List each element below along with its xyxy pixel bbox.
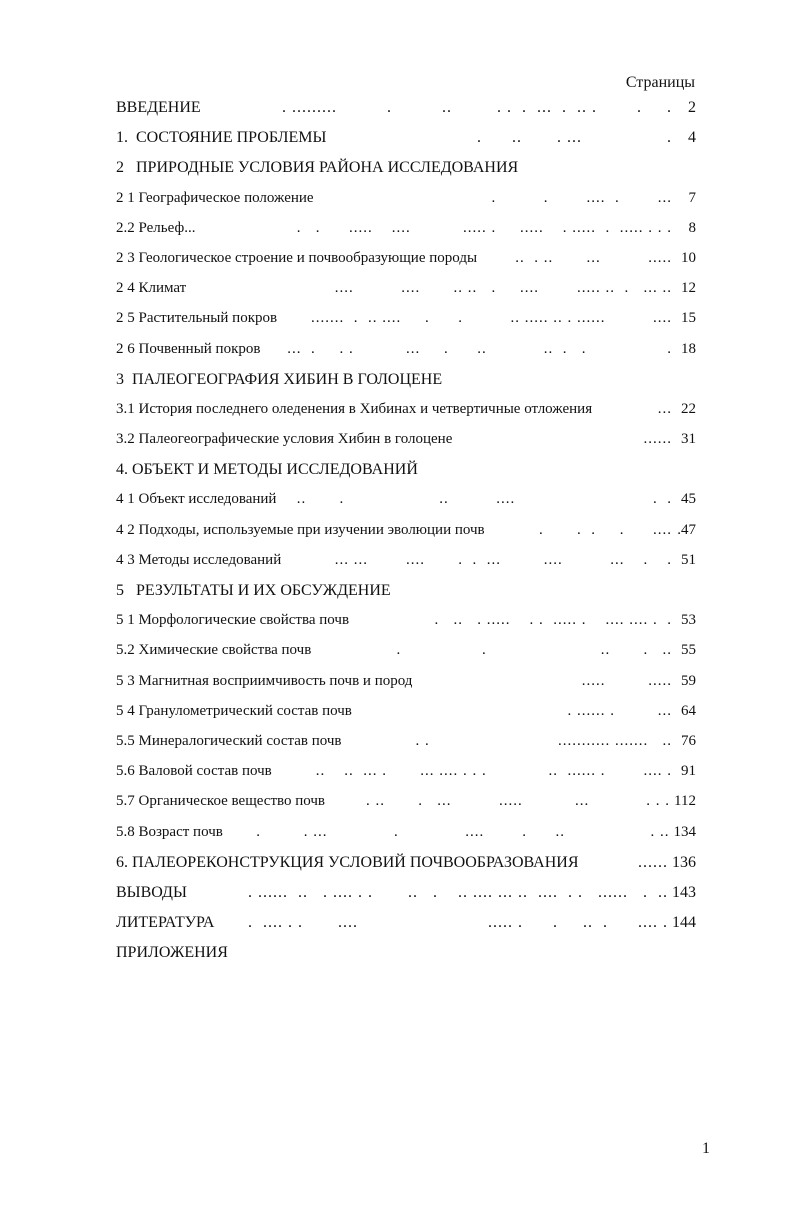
toc-leader-dots: . .. . ... ..... ... . . . [366,793,671,810]
toc-page-number: 143 [672,883,696,901]
toc-leader-dots: ..... ..... [581,672,672,689]
toc-leader-dots: . .. . ..... . . ..... . .... .... . . [434,612,672,629]
toc-leader-dots: .. . .. .... . . [296,491,672,508]
toc-entry [116,612,696,642]
toc-leader-dots: . . ... . .... . .. . .. [256,823,670,840]
toc-section-heading [116,461,696,491]
toc-entry [116,552,696,582]
toc-entry-title: 2 4 Климат [116,280,187,297]
toc-page-number: 55 [681,642,696,659]
toc-page-number: 10 [681,249,696,266]
toc-page-number: .47 [677,521,696,538]
toc-entry [116,431,696,461]
toc-entry-title: 5.8 Возраст почв [116,823,223,840]
toc-section-heading [116,944,696,974]
toc-entry [116,642,696,672]
toc-leader-dots: ... [657,400,672,417]
toc-leader-dots: . ......... . .. . . . ... . .. . . . [282,99,672,116]
toc-page-number: 53 [681,612,696,629]
toc-section-heading [116,99,696,129]
toc-page-number: 7 [688,189,696,206]
toc-entry [116,824,696,854]
toc-leader-dots: .. . .. ... ..... [515,249,672,266]
toc-entry-title: 5 3 Магнитная восприимчивость почв и пород [116,672,413,689]
toc-entry-title: 3.2 Палеогеографические условия Хибин в голоцене [116,431,453,448]
toc-entry-title: 6. ПАЛЕОРЕКОНСТРУКЦИЯ УСЛОВИЙ ПОЧВООБРАЗОВАНИЯ [116,853,579,871]
toc-page-number: 51 [681,551,696,568]
toc-entry [116,673,696,703]
toc-entry [116,491,696,521]
toc-page-number: 2 [688,99,696,116]
toc-leader-dots: . . .... . ... [491,189,672,206]
toc-entry-title: 4. ОБЪЕКТ И МЕТОДЫ ИССЛЕДОВАНИЙ [116,461,418,479]
toc-page-number: 91 [681,763,696,780]
toc-entry [116,763,696,793]
toc-entry-title: 5 4 Гранулометрический состав почв [116,702,352,719]
toc-page-number: 31 [681,431,696,448]
toc-section-heading [116,371,696,401]
toc-page-number: 15 [681,310,696,327]
toc-entry-title: 5 РЕЗУЛЬТАТЫ И ИХ ОБСУЖДЕНИЕ [116,582,391,599]
toc-leader-dots: . . ........... ....... .. [415,732,672,749]
toc-leader-dots: . .... . . .... ..... . . .. . .... . [248,914,668,932]
toc-entry [116,190,696,220]
toc-entry-title: 4 3 Методы исследований [116,551,282,568]
toc-page-number: 112 [674,793,696,810]
toc-page-number: 59 [681,672,696,689]
toc-entry [116,401,696,431]
toc-section-heading [116,884,696,914]
toc-entry [116,341,696,371]
toc-entry-title: 5 1 Морфологические свойства почв [116,612,350,629]
toc-leader-dots: ... . . . ... . .. .. . . . [287,340,672,357]
toc-leader-dots: .... .... .. .. . .... ..... .. . ... .. [334,280,672,297]
toc-entry-title: ЛИТЕРАТУРА [116,914,215,932]
toc-entry-title: ПРИЛОЖЕНИЯ [116,944,228,962]
toc-entry-title: 2 ПРИРОДНЫЕ УСЛОВИЯ РАЙОНА ИССЛЕДОВАНИЯ [116,159,519,177]
toc-entry [116,703,696,733]
toc-entry-title: 2 6 Почвенный покров [116,340,261,357]
toc-entry-title: 5.6 Валовой состав почв [116,763,272,780]
toc-entry-title: 3.1 История последнего оледенения в Хибинах и четвертичные отложения [116,400,593,417]
toc-entry [116,280,696,310]
toc-section-heading [116,159,696,189]
toc-page-number: 8 [688,219,696,236]
toc-page-number: 4 [688,129,696,147]
toc-leader-dots: ... ... .... . . ... .... ... . . [334,551,672,568]
table-of-contents [116,99,696,974]
toc-page-number: 22 [681,400,696,417]
toc-entry-title: 4 2 Подходы, используемые при изучении эволюции почв [116,521,485,538]
toc-section-heading [116,582,696,612]
toc-page-number: 136 [672,853,696,871]
toc-entry-title: 5.7 Органическое вещество почв [116,793,325,810]
toc-entry-title: 2 5 Растительный покров [116,310,278,327]
toc-entry-title: ВВЕДЕНИЕ [116,99,201,116]
toc-entry-title: 2 3 Геологическое строение и почвообразующие породы [116,249,478,266]
toc-entry [116,310,696,340]
toc-leader-dots: . ...... . ... [567,702,672,719]
toc-section-heading [116,854,696,884]
page-number: 1 [702,1140,710,1157]
toc-page-number: 45 [681,491,696,508]
toc-leader-dots: . . . . .... [539,521,672,538]
toc-leader-dots: . . ..... .... ..... . ..... . ..... . ..... . . . [296,219,672,236]
toc-leader-dots: ...... [643,431,672,448]
pages-column-label: Страницы [625,74,695,91]
toc-leader-dots: ....... . .. .... . . .. ..... .. . ...... .... [311,310,672,327]
toc-entry-title: 3 ПАЛЕОГЕОГРАФИЯ ХИБИН В ГОЛОЦЕНЕ [116,370,443,388]
toc-entry-title: 2 1 Географическое положение [116,189,314,206]
toc-entry [116,522,696,552]
toc-page-number: 18 [681,340,696,357]
toc-leader-dots: . . .. . .. [396,642,672,659]
toc-entry [116,250,696,280]
toc-entry-title: 2.2 Рельеф... [116,219,196,236]
toc-leader-dots: . ...... .. . .... . . .. . .. .... ... .. .... . . ...... . .. [248,883,668,901]
toc-entry-title: 1. СОСТОЯНИЕ ПРОБЛЕМЫ [116,129,327,147]
toc-entry-title: 5.5 Минералогический состав почв [116,732,342,749]
toc-entry [116,733,696,763]
toc-section-heading [116,914,696,944]
toc-leader-dots: . .. . ... . [477,129,672,147]
toc-entry-title: 4 1 Объект исследований [116,491,277,508]
toc-entry [116,220,696,250]
toc-page-number: 64 [681,702,696,719]
toc-page-number: 76 [681,732,696,749]
toc-page-number: 12 [681,280,696,297]
toc-entry-title: ВЫВОДЫ [116,883,187,901]
toc-section-heading [116,129,696,159]
toc-entry [116,793,696,823]
toc-entry-title: 5.2 Химические свойства почв [116,642,312,659]
toc-leader-dots: ...... [638,853,668,871]
toc-page-number: 134 [673,823,696,840]
toc-page-number: 144 [672,914,696,932]
toc-leader-dots: .. .. ... . ... .... . . . .. ...... . .... . [315,763,672,780]
